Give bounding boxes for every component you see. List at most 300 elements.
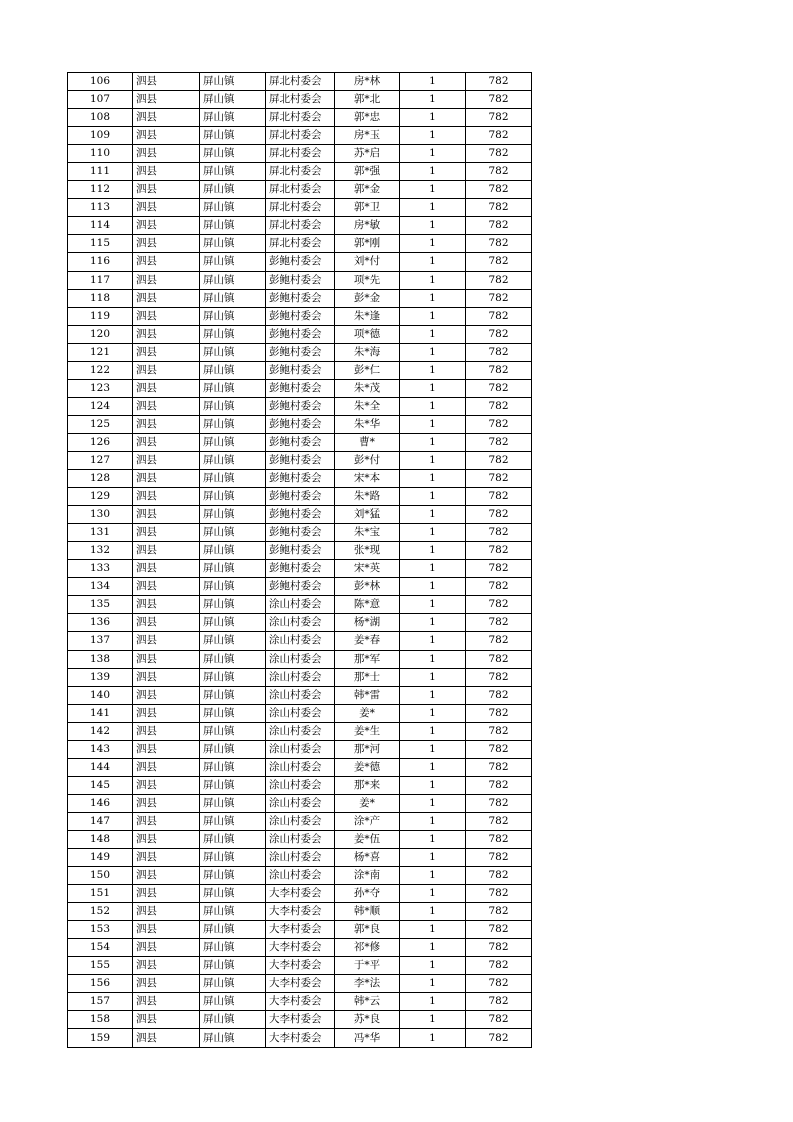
village-committee-cell: 屏北村委会 <box>266 109 335 127</box>
village-committee-cell: 屏北村委会 <box>266 73 335 91</box>
count-cell: 1 <box>400 253 466 271</box>
table-row <box>68 650 532 668</box>
table-row <box>68 921 532 939</box>
amount-cell: 782 <box>466 433 532 451</box>
person-name-cell: 郭*金 <box>335 181 400 199</box>
table-row <box>68 596 532 614</box>
count-cell: 1 <box>400 794 466 812</box>
town-cell: 屏山镇 <box>200 975 266 993</box>
table-row <box>68 451 532 469</box>
count-cell: 1 <box>400 109 466 127</box>
count-cell: 1 <box>400 903 466 921</box>
count-cell: 1 <box>400 812 466 830</box>
table-row <box>68 560 532 578</box>
village-committee-cell: 涂山村委会 <box>266 758 335 776</box>
village-committee-cell: 大李村委会 <box>266 957 335 975</box>
county-cell: 泗县 <box>133 722 200 740</box>
table-row <box>68 704 532 722</box>
town-cell: 屏山镇 <box>200 91 266 109</box>
village-committee-cell: 涂山村委会 <box>266 704 335 722</box>
amount-cell: 782 <box>466 560 532 578</box>
village-committee-cell: 彭鲍村委会 <box>266 307 335 325</box>
village-committee-cell: 屏北村委会 <box>266 235 335 253</box>
town-cell: 屏山镇 <box>200 470 266 488</box>
county-cell: 泗县 <box>133 686 200 704</box>
count-cell: 1 <box>400 758 466 776</box>
table-row <box>68 1011 532 1029</box>
county-cell: 泗县 <box>133 758 200 776</box>
town-cell: 屏山镇 <box>200 921 266 939</box>
row-number-cell: 155 <box>68 957 133 975</box>
amount-cell: 782 <box>466 217 532 235</box>
county-cell: 泗县 <box>133 217 200 235</box>
table-row <box>68 488 532 506</box>
person-name-cell: 宋*本 <box>335 470 400 488</box>
person-name-cell: 郭*忠 <box>335 109 400 127</box>
county-cell: 泗县 <box>133 560 200 578</box>
county-cell: 泗县 <box>133 867 200 885</box>
village-committee-cell: 大李村委会 <box>266 1011 335 1029</box>
count-cell: 1 <box>400 451 466 469</box>
person-name-cell: 郭*北 <box>335 91 400 109</box>
amount-cell: 782 <box>466 686 532 704</box>
count-cell: 1 <box>400 776 466 794</box>
row-number-cell: 125 <box>68 415 133 433</box>
county-cell: 泗县 <box>133 885 200 903</box>
town-cell: 屏山镇 <box>200 127 266 145</box>
town-cell: 屏山镇 <box>200 867 266 885</box>
town-cell: 屏山镇 <box>200 361 266 379</box>
village-committee-cell: 涂山村委会 <box>266 668 335 686</box>
row-number-cell: 119 <box>68 307 133 325</box>
table-body <box>68 73 532 1048</box>
town-cell: 屏山镇 <box>200 271 266 289</box>
table-row <box>68 1029 532 1047</box>
table-row <box>68 506 532 524</box>
row-number-cell: 150 <box>68 867 133 885</box>
table-row <box>68 145 532 163</box>
row-number-cell: 138 <box>68 650 133 668</box>
amount-cell: 782 <box>466 903 532 921</box>
village-committee-cell: 彭鲍村委会 <box>266 289 335 307</box>
amount-cell: 782 <box>466 722 532 740</box>
row-number-cell: 116 <box>68 253 133 271</box>
amount-cell: 782 <box>466 163 532 181</box>
table-row <box>68 433 532 451</box>
village-committee-cell: 涂山村委会 <box>266 812 335 830</box>
village-committee-cell: 涂山村委会 <box>266 614 335 632</box>
amount-cell: 782 <box>466 325 532 343</box>
village-committee-cell: 大李村委会 <box>266 975 335 993</box>
town-cell: 屏山镇 <box>200 560 266 578</box>
person-name-cell: 房*敏 <box>335 217 400 235</box>
person-name-cell: 那*士 <box>335 668 400 686</box>
town-cell: 屏山镇 <box>200 740 266 758</box>
county-cell: 泗县 <box>133 632 200 650</box>
count-cell: 1 <box>400 307 466 325</box>
amount-cell: 782 <box>466 343 532 361</box>
table-row <box>68 939 532 957</box>
count-cell: 1 <box>400 830 466 848</box>
count-cell: 1 <box>400 397 466 415</box>
county-cell: 泗县 <box>133 830 200 848</box>
village-committee-cell: 屏北村委会 <box>266 163 335 181</box>
village-committee-cell: 屏北村委会 <box>266 181 335 199</box>
town-cell: 屏山镇 <box>200 614 266 632</box>
person-name-cell: 苏*良 <box>335 1011 400 1029</box>
table-row <box>68 325 532 343</box>
town-cell: 屏山镇 <box>200 289 266 307</box>
table-row <box>68 740 532 758</box>
person-name-cell: 朱*路 <box>335 488 400 506</box>
county-cell: 泗县 <box>133 578 200 596</box>
person-name-cell: 姜*春 <box>335 632 400 650</box>
person-name-cell: 房*玉 <box>335 127 400 145</box>
amount-cell: 782 <box>466 271 532 289</box>
town-cell: 屏山镇 <box>200 506 266 524</box>
village-committee-cell: 彭鲍村委会 <box>266 325 335 343</box>
amount-cell: 782 <box>466 235 532 253</box>
village-committee-cell: 彭鲍村委会 <box>266 271 335 289</box>
amount-cell: 782 <box>466 542 532 560</box>
count-cell: 1 <box>400 722 466 740</box>
county-cell: 泗县 <box>133 199 200 217</box>
county-cell: 泗县 <box>133 957 200 975</box>
person-name-cell: 于*平 <box>335 957 400 975</box>
town-cell: 屏山镇 <box>200 578 266 596</box>
village-committee-cell: 彭鲍村委会 <box>266 343 335 361</box>
person-name-cell: 那*河 <box>335 740 400 758</box>
row-number-cell: 126 <box>68 433 133 451</box>
village-committee-cell: 彭鲍村委会 <box>266 542 335 560</box>
count-cell: 1 <box>400 686 466 704</box>
town-cell: 屏山镇 <box>200 73 266 91</box>
table-row <box>68 307 532 325</box>
table-row <box>68 379 532 397</box>
table-row <box>68 830 532 848</box>
count-cell: 1 <box>400 885 466 903</box>
amount-cell: 782 <box>466 524 532 542</box>
county-cell: 泗县 <box>133 668 200 686</box>
person-name-cell: 彭*金 <box>335 289 400 307</box>
village-committee-cell: 彭鲍村委会 <box>266 433 335 451</box>
row-number-cell: 109 <box>68 127 133 145</box>
amount-cell: 782 <box>466 794 532 812</box>
county-cell: 泗县 <box>133 109 200 127</box>
row-number-cell: 127 <box>68 451 133 469</box>
count-cell: 1 <box>400 415 466 433</box>
row-number-cell: 159 <box>68 1029 133 1047</box>
row-number-cell: 123 <box>68 379 133 397</box>
row-number-cell: 130 <box>68 506 133 524</box>
row-number-cell: 137 <box>68 632 133 650</box>
amount-cell: 782 <box>466 253 532 271</box>
row-number-cell: 108 <box>68 109 133 127</box>
table-row <box>68 109 532 127</box>
town-cell: 屏山镇 <box>200 325 266 343</box>
village-committee-cell: 涂山村委会 <box>266 686 335 704</box>
amount-cell: 782 <box>466 289 532 307</box>
county-cell: 泗县 <box>133 253 200 271</box>
town-cell: 屏山镇 <box>200 379 266 397</box>
town-cell: 屏山镇 <box>200 397 266 415</box>
village-committee-cell: 屏北村委会 <box>266 217 335 235</box>
table-row <box>68 776 532 794</box>
row-number-cell: 149 <box>68 849 133 867</box>
amount-cell: 782 <box>466 776 532 794</box>
county-cell: 泗县 <box>133 73 200 91</box>
row-number-cell: 153 <box>68 921 133 939</box>
person-name-cell: 姜*伍 <box>335 830 400 848</box>
county-cell: 泗县 <box>133 271 200 289</box>
table-row <box>68 812 532 830</box>
row-number-cell: 141 <box>68 704 133 722</box>
town-cell: 屏山镇 <box>200 849 266 867</box>
table-row <box>68 91 532 109</box>
person-name-cell: 冯*华 <box>335 1029 400 1047</box>
village-committee-cell: 彭鲍村委会 <box>266 451 335 469</box>
count-cell: 1 <box>400 235 466 253</box>
town-cell: 屏山镇 <box>200 451 266 469</box>
village-committee-cell: 彭鲍村委会 <box>266 470 335 488</box>
amount-cell: 782 <box>466 867 532 885</box>
county-cell: 泗县 <box>133 939 200 957</box>
town-cell: 屏山镇 <box>200 181 266 199</box>
town-cell: 屏山镇 <box>200 704 266 722</box>
person-name-cell: 姜* <box>335 704 400 722</box>
town-cell: 屏山镇 <box>200 343 266 361</box>
person-name-cell: 彭*仁 <box>335 361 400 379</box>
amount-cell: 782 <box>466 488 532 506</box>
count-cell: 1 <box>400 361 466 379</box>
person-name-cell: 朱*宝 <box>335 524 400 542</box>
person-name-cell: 曹* <box>335 433 400 451</box>
amount-cell: 782 <box>466 758 532 776</box>
table-row <box>68 199 532 217</box>
count-cell: 1 <box>400 849 466 867</box>
row-number-cell: 148 <box>68 830 133 848</box>
county-cell: 泗县 <box>133 794 200 812</box>
table-row <box>68 470 532 488</box>
table-row <box>68 343 532 361</box>
county-cell: 泗县 <box>133 506 200 524</box>
count-cell: 1 <box>400 1011 466 1029</box>
table-row <box>68 397 532 415</box>
town-cell: 屏山镇 <box>200 885 266 903</box>
row-number-cell: 111 <box>68 163 133 181</box>
row-number-cell: 121 <box>68 343 133 361</box>
count-cell: 1 <box>400 127 466 145</box>
amount-cell: 782 <box>466 812 532 830</box>
person-name-cell: 朱*海 <box>335 343 400 361</box>
person-name-cell: 那*来 <box>335 776 400 794</box>
amount-cell: 782 <box>466 614 532 632</box>
count-cell: 1 <box>400 542 466 560</box>
village-committee-cell: 彭鲍村委会 <box>266 488 335 506</box>
person-name-cell: 郭*卫 <box>335 199 400 217</box>
county-cell: 泗县 <box>133 379 200 397</box>
amount-cell: 782 <box>466 939 532 957</box>
table-row <box>68 73 532 91</box>
row-number-cell: 135 <box>68 596 133 614</box>
amount-cell: 782 <box>466 415 532 433</box>
person-name-cell: 彭*付 <box>335 451 400 469</box>
person-name-cell: 杨*喜 <box>335 849 400 867</box>
table-row <box>68 289 532 307</box>
count-cell: 1 <box>400 596 466 614</box>
count-cell: 1 <box>400 325 466 343</box>
row-number-cell: 154 <box>68 939 133 957</box>
table-row <box>68 722 532 740</box>
person-name-cell: 项*德 <box>335 325 400 343</box>
village-committee-cell: 涂山村委会 <box>266 722 335 740</box>
count-cell: 1 <box>400 524 466 542</box>
count-cell: 1 <box>400 668 466 686</box>
count-cell: 1 <box>400 975 466 993</box>
person-name-cell: 郭*良 <box>335 921 400 939</box>
town-cell: 屏山镇 <box>200 253 266 271</box>
amount-cell: 782 <box>466 307 532 325</box>
town-cell: 屏山镇 <box>200 433 266 451</box>
person-name-cell: 韩*顺 <box>335 903 400 921</box>
county-cell: 泗县 <box>133 415 200 433</box>
amount-cell: 782 <box>466 397 532 415</box>
county-cell: 泗县 <box>133 903 200 921</box>
village-committee-cell: 屏北村委会 <box>266 127 335 145</box>
count-cell: 1 <box>400 957 466 975</box>
town-cell: 屏山镇 <box>200 488 266 506</box>
county-cell: 泗县 <box>133 975 200 993</box>
person-name-cell: 张*现 <box>335 542 400 560</box>
person-name-cell: 韩*云 <box>335 993 400 1011</box>
amount-cell: 782 <box>466 885 532 903</box>
row-number-cell: 157 <box>68 993 133 1011</box>
person-name-cell: 姜* <box>335 794 400 812</box>
count-cell: 1 <box>400 1029 466 1047</box>
person-name-cell: 涂*南 <box>335 867 400 885</box>
county-cell: 泗县 <box>133 361 200 379</box>
count-cell: 1 <box>400 181 466 199</box>
village-committee-cell: 彭鲍村委会 <box>266 506 335 524</box>
count-cell: 1 <box>400 632 466 650</box>
person-name-cell: 祁*修 <box>335 939 400 957</box>
count-cell: 1 <box>400 91 466 109</box>
amount-cell: 782 <box>466 145 532 163</box>
town-cell: 屏山镇 <box>200 1011 266 1029</box>
row-number-cell: 144 <box>68 758 133 776</box>
count-cell: 1 <box>400 199 466 217</box>
county-cell: 泗县 <box>133 91 200 109</box>
row-number-cell: 156 <box>68 975 133 993</box>
table-row <box>68 867 532 885</box>
county-cell: 泗县 <box>133 289 200 307</box>
amount-cell: 782 <box>466 181 532 199</box>
town-cell: 屏山镇 <box>200 307 266 325</box>
village-committee-cell: 涂山村委会 <box>266 776 335 794</box>
count-cell: 1 <box>400 867 466 885</box>
town-cell: 屏山镇 <box>200 812 266 830</box>
county-cell: 泗县 <box>133 812 200 830</box>
county-cell: 泗县 <box>133 921 200 939</box>
table-row <box>68 632 532 650</box>
county-cell: 泗县 <box>133 127 200 145</box>
amount-cell: 782 <box>466 704 532 722</box>
town-cell: 屏山镇 <box>200 957 266 975</box>
row-number-cell: 147 <box>68 812 133 830</box>
village-committee-cell: 涂山村委会 <box>266 650 335 668</box>
amount-cell: 782 <box>466 849 532 867</box>
village-committee-cell: 彭鲍村委会 <box>266 379 335 397</box>
count-cell: 1 <box>400 939 466 957</box>
county-cell: 泗县 <box>133 650 200 668</box>
count-cell: 1 <box>400 704 466 722</box>
county-cell: 泗县 <box>133 542 200 560</box>
row-number-cell: 145 <box>68 776 133 794</box>
count-cell: 1 <box>400 145 466 163</box>
person-name-cell: 朱*茂 <box>335 379 400 397</box>
county-cell: 泗县 <box>133 849 200 867</box>
row-number-cell: 139 <box>68 668 133 686</box>
amount-cell: 782 <box>466 632 532 650</box>
table-row <box>68 668 532 686</box>
village-committee-cell: 大李村委会 <box>266 903 335 921</box>
village-committee-cell: 彭鲍村委会 <box>266 415 335 433</box>
village-committee-cell: 涂山村委会 <box>266 867 335 885</box>
table-row <box>68 686 532 704</box>
row-number-cell: 128 <box>68 470 133 488</box>
row-number-cell: 115 <box>68 235 133 253</box>
table-row <box>68 127 532 145</box>
row-number-cell: 140 <box>68 686 133 704</box>
amount-cell: 782 <box>466 91 532 109</box>
village-committee-cell: 涂山村委会 <box>266 830 335 848</box>
person-name-cell: 姜*德 <box>335 758 400 776</box>
person-name-cell: 刘*付 <box>335 253 400 271</box>
person-name-cell: 杨*湖 <box>335 614 400 632</box>
count-cell: 1 <box>400 740 466 758</box>
town-cell: 屏山镇 <box>200 632 266 650</box>
table-row <box>68 885 532 903</box>
town-cell: 屏山镇 <box>200 722 266 740</box>
county-cell: 泗县 <box>133 451 200 469</box>
town-cell: 屏山镇 <box>200 993 266 1011</box>
amount-cell: 782 <box>466 73 532 91</box>
town-cell: 屏山镇 <box>200 650 266 668</box>
count-cell: 1 <box>400 488 466 506</box>
table-row <box>68 163 532 181</box>
table-row <box>68 758 532 776</box>
amount-cell: 782 <box>466 199 532 217</box>
town-cell: 屏山镇 <box>200 235 266 253</box>
person-name-cell: 宋*英 <box>335 560 400 578</box>
village-committee-cell: 涂山村委会 <box>266 596 335 614</box>
county-cell: 泗县 <box>133 740 200 758</box>
county-cell: 泗县 <box>133 776 200 794</box>
person-name-cell: 项*先 <box>335 271 400 289</box>
village-committee-cell: 彭鲍村委会 <box>266 397 335 415</box>
town-cell: 屏山镇 <box>200 794 266 812</box>
town-cell: 屏山镇 <box>200 668 266 686</box>
person-name-cell: 涂*产 <box>335 812 400 830</box>
row-number-cell: 110 <box>68 145 133 163</box>
county-cell: 泗县 <box>133 145 200 163</box>
person-name-cell: 孙*夺 <box>335 885 400 903</box>
village-committee-cell: 大李村委会 <box>266 885 335 903</box>
person-name-cell: 房*林 <box>335 73 400 91</box>
count-cell: 1 <box>400 506 466 524</box>
town-cell: 屏山镇 <box>200 776 266 794</box>
village-committee-cell: 涂山村委会 <box>266 632 335 650</box>
